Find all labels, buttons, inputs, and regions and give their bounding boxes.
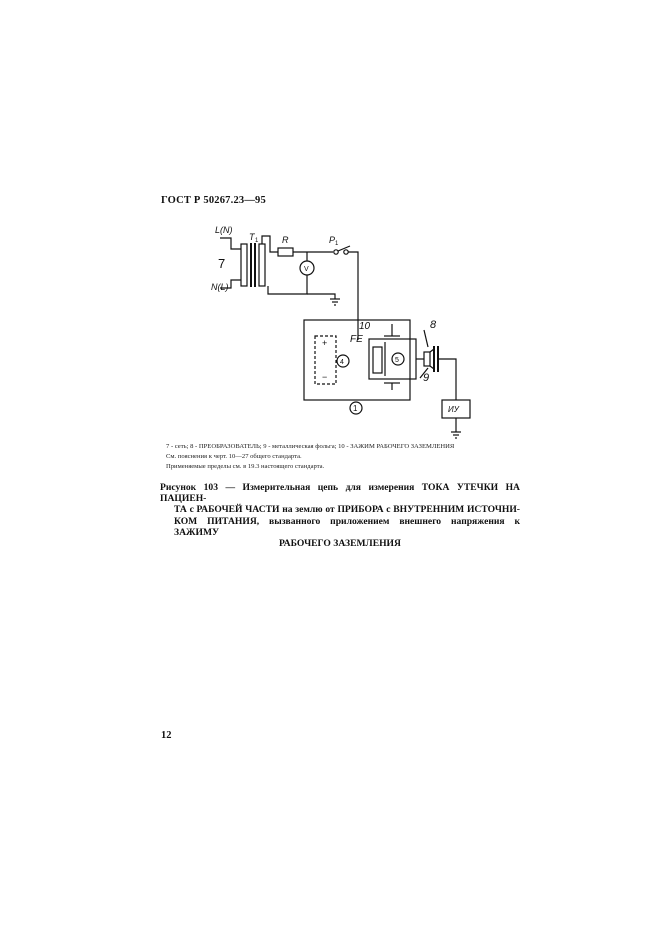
switch-p1: [334, 246, 350, 254]
label-transformer-sub: 1: [255, 238, 259, 244]
label-neutral-input: N(L): [211, 282, 229, 292]
label-switch: P: [329, 235, 336, 245]
transducer-and-foil: [416, 330, 456, 400]
label-fe-terminal: FE: [350, 334, 363, 345]
ground-symbol-secondary: [330, 299, 340, 305]
legend-line-3: Применяемые пределы см. в 19.3 настоящего стандарта.: [166, 463, 325, 470]
caption-line-3: КОМ ПИТАНИЯ, вызванного приложением внешнего напряжения к ЗАЖИМУ: [174, 515, 520, 538]
label-resistor: R: [282, 235, 289, 245]
label-item-5: 5: [395, 357, 399, 364]
caption-line-4: РАБОЧЕГО ЗАЗЕМЛЕНИЯ: [279, 538, 401, 550]
label-item-10: 10: [359, 321, 371, 332]
label-item-1: 1: [353, 404, 358, 413]
resistor-r: [278, 248, 293, 256]
standard-header: ГОСТ Р 50267.23—95: [161, 195, 266, 206]
label-switch-sub: 1: [335, 241, 339, 247]
label-plus: +: [322, 338, 328, 348]
page-number: 12: [161, 730, 172, 741]
applied-part: [369, 324, 416, 390]
label-item-7: 7: [218, 256, 226, 271]
label-minus: −: [322, 372, 328, 382]
caption-line-1: Рисунок 103 — Измерительная цепь для измерения ТОКА УТЕЧКИ НА ПАЦИЕН-: [160, 482, 520, 505]
figure-legend: [166, 442, 546, 472]
caption-line-2: ТА с РАБОЧЕЙ ЧАСТИ на землю от ПРИБОРА с ВНУТРЕННИМ ИСТОЧНИ-: [174, 504, 520, 516]
legend-line-1: 7 - сеть; 8 - ПРЕОБРАЗОВАТЕЛЬ; 9 - металлическая фольга; 10 - ЗАЖИМ РАБОЧЕГО ЗАЗЕМЛЕНИЯ: [166, 443, 455, 450]
ground-symbol-meter: [451, 432, 461, 438]
label-item-9: 9: [423, 372, 430, 384]
transformer-t1: [241, 243, 265, 287]
label-line-input: L(N): [215, 225, 233, 235]
legend-line-2: См. пояснения к черт. 10—27 общего стандарта.: [166, 453, 302, 460]
label-voltmeter: V: [304, 266, 309, 273]
label-item-8: 8: [430, 319, 437, 331]
label-item-4: 4: [340, 359, 344, 366]
figure-caption: [160, 482, 520, 549]
label-transformer: T: [249, 232, 255, 242]
label-measuring-device: ИУ: [448, 405, 459, 414]
